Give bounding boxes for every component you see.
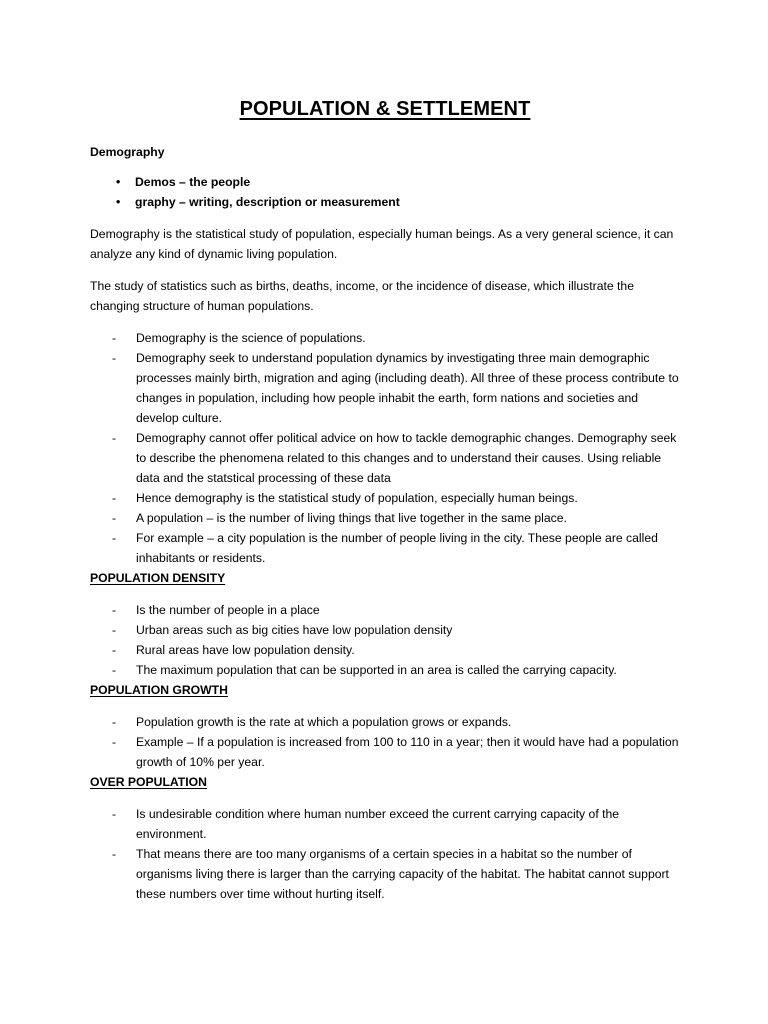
etymology-item: [90, 172, 680, 192]
list-item: [90, 508, 680, 528]
list-item-text: Rural areas have low population density.: [136, 643, 355, 657]
list-item: [90, 712, 680, 732]
dash-icon: -: [112, 643, 117, 657]
over-population-list: [90, 804, 680, 904]
list-item: [90, 600, 680, 620]
list-item: [90, 488, 680, 508]
dash-icon: -: [112, 735, 117, 749]
list-item-text: Hence demography is the statistical study of population, especially human beings.: [136, 491, 578, 505]
etymology-text: graphy – writing, description or measurement: [135, 195, 400, 209]
list-item-text: The maximum population that can be supported in an area is called the carrying capacity.: [136, 663, 617, 677]
list-item: [90, 528, 680, 568]
list-item: [90, 328, 680, 348]
dash-icon: -: [112, 331, 117, 345]
list-item: [90, 620, 680, 640]
list-item-text: Is the number of people in a place: [136, 603, 320, 617]
list-item: [90, 804, 680, 844]
paragraph: The study of statistics such as births, deaths, income, or the incidence of disease, which illustrate the changing structure of human populations.: [90, 279, 634, 313]
dash-icon: -: [112, 623, 117, 637]
etymology-text: Demos – the people: [135, 175, 251, 189]
section-heading-population-density: POPULATION DENSITY: [90, 571, 226, 585]
list-item: [90, 428, 680, 488]
dash-icon: -: [112, 531, 117, 545]
list-item-text: Demography is the science of populations.: [136, 331, 366, 345]
document-title: POPULATION & SETTLEMENT: [239, 98, 531, 120]
section-heading-over-population: OVER POPULATION: [90, 775, 207, 789]
list-item: [90, 732, 680, 772]
list-item-text: For example – a city population is the number of people living in the city. These people are called inhabitants or residents.: [136, 531, 658, 565]
dash-icon: -: [112, 847, 117, 861]
dash-icon: -: [112, 807, 117, 821]
dash-icon: -: [112, 491, 117, 505]
list-item-text: A population – is the number of living things that live together in the same place.: [136, 511, 567, 525]
list-item-text: Demography seek to understand population dynamics by investigating three main demographic processes mainly birth, migration and aging (including death). All three of these process contribute to changes in population, including how people inhabit the earth, form nations and societies and develop culture.: [136, 351, 679, 425]
list-item-text: Is undesirable condition where human number exceed the current carrying capacity of the environment.: [136, 807, 620, 841]
list-item-text: Example – If a population is increased from 100 to 110 in a year; then it would have had a population growth of 10% per year.: [136, 735, 679, 769]
dash-icon: -: [112, 603, 117, 617]
list-item: [90, 844, 680, 904]
list-item: [90, 640, 680, 660]
bullet-icon: •: [116, 175, 121, 189]
etymology-item: [90, 192, 680, 212]
list-item: [90, 660, 680, 680]
population-density-list: [90, 600, 680, 680]
list-item-text: Demography cannot offer political advice on how to tackle demographic changes. Demography seek to describe the phenomena related to this changes and to understand their causes. Using reliable data and the statstical processing of these data: [136, 431, 677, 485]
dash-icon: -: [112, 715, 117, 729]
list-item: [90, 348, 680, 428]
document-page: [90, 94, 680, 904]
list-item-text: Population growth is the rate at which a population grows or expands.: [136, 715, 512, 729]
dash-icon: -: [112, 351, 117, 365]
dash-icon: -: [112, 431, 117, 445]
list-item-text: Urban areas such as big cities have low population density: [136, 623, 453, 637]
dash-icon: -: [112, 511, 117, 525]
population-growth-list: [90, 712, 680, 772]
etymology-list: [90, 172, 680, 212]
list-item-text: That means there are too many organisms of a certain species in a habitat so the number of organisms living there is larger than the carrying capacity of the habitat. The habitat cannot support these numbers over time without hurting itself.: [136, 847, 669, 901]
bullet-icon: •: [116, 195, 121, 209]
section-heading-population-growth: POPULATION GROWTH: [90, 683, 228, 697]
paragraph: Demography is the statistical study of population, especially human beings. As a very general science, it can analyze any kind of dynamic living population.: [90, 227, 674, 261]
demography-label: Demography: [90, 145, 165, 159]
demography-points-list: [90, 328, 680, 568]
dash-icon: -: [112, 663, 117, 677]
